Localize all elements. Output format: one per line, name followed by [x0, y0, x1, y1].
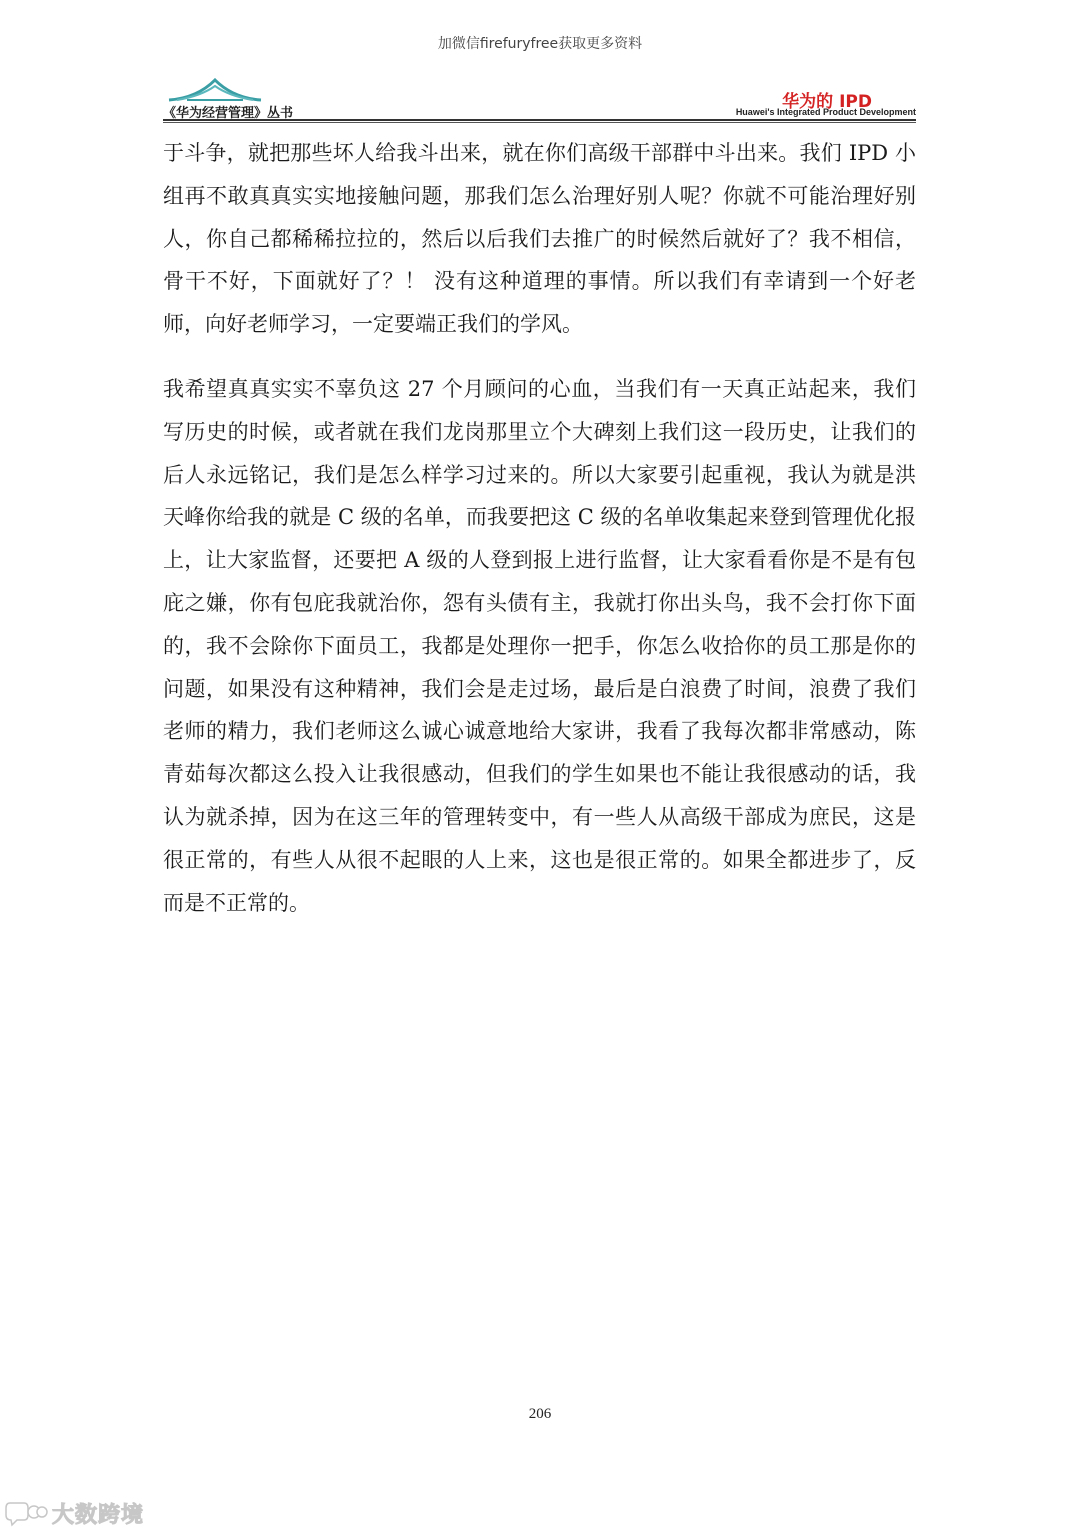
- series-logo-icon: [167, 76, 263, 102]
- series-name: 《华为经营管理》丛书: [163, 106, 294, 121]
- watermark-text: 大数跨境: [52, 1502, 145, 1528]
- body-text: [163, 132, 916, 924]
- top-note: 加微信firefuryfree获取更多资料: [437, 36, 643, 52]
- paragraph: 我希望真真实实不辜负这 27 个月顾问的心血，当我们有一天真正站起来，我们写历史的时候，或者就在我们龙岗那里立个大碑刻上我们这一段历史，让我们的后人永远铭记，我们是怎么样学习过来的。所以大家要引起重视，我认为就是洪天峰你给我的就是 C 级的名单，而我要把这 C 级的名单收集起来登到管理优化报上，让大家监督，还要把 A 级的人登到报上进行监督，让大家看看你是不是有包庇之嫌，你有包庇我就治你，怨有头债有主，我就打你出头鸟，我不会打你下面的，我不会除你下面员工，我都是处理你一把手，你怎么收拾你的员工那是你的问题，如果没有这种精神，我们会是走过场，最后是白浪费了时间，浪费了我们老师的精力，我们老师这么诚心诚意地给大家讲，我看了我每次都非常感动，陈青茹每次都这么投入让我很感动，但我们的学生如果也不能让我很感动的话，我认为就杀掉，因为在这三年的管理转变中，有一些人从高级干部成为庶民，这是很正常的，有些人从很不起眼的人上来，这也是很正常的。如果全都进步了，反而是不正常的。: [163, 376, 916, 915]
- brand-title: 华为的 IPD: [782, 92, 872, 112]
- header-rule: [163, 119, 916, 121]
- header-rule-thin: [163, 122, 916, 123]
- page-number: 206: [528, 1406, 552, 1422]
- paragraph: 于斗争，就把那些坏人给我斗出来，就在你们高级干部群中斗出来。我们 IPD 小组再不敢真真实实地接触问题，那我们怎么治理好别人呢？你就不可能治理好别人，你自己都稀稀拉拉的，然后以后我们去推广的时候然后就好了？我不相信，骨干不好，下面就好了？！ 没有这种道理的事情。所以我们有幸请到一个好老师，向好老师学习，一定要端正我们的学风。: [163, 141, 916, 337]
- brand-subtitle: Huawei's Integrated Product Development: [735, 107, 916, 117]
- speech-bubble-logo-icon: [4, 1499, 48, 1527]
- page-header: [163, 74, 916, 120]
- watermark: [4, 1498, 144, 1528]
